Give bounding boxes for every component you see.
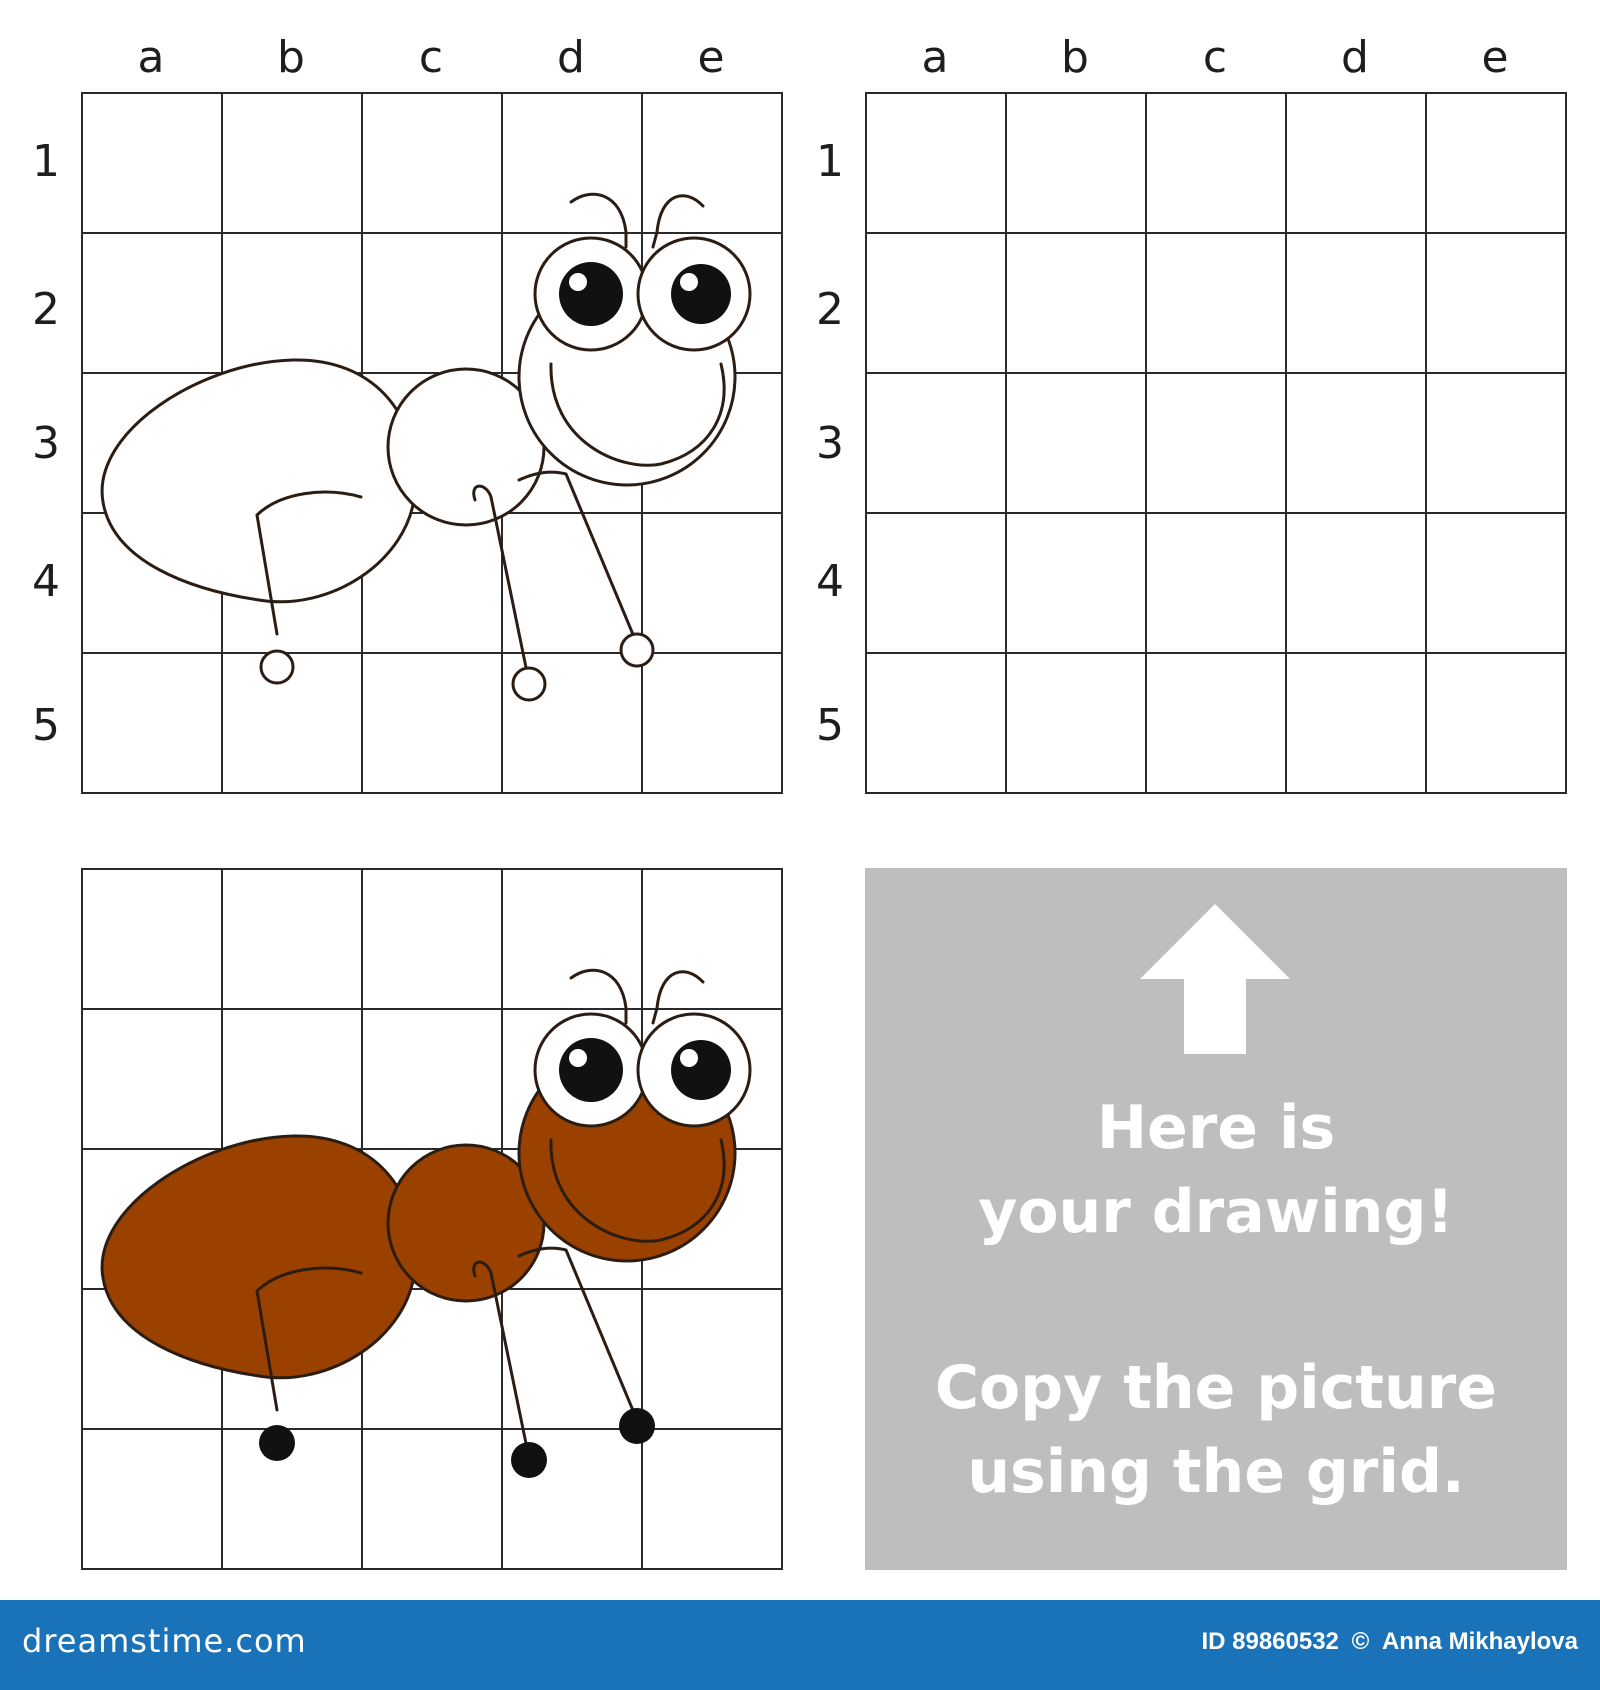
row-label-2-right: 2	[816, 284, 844, 335]
ant-pupil-right-colored	[671, 1040, 731, 1100]
col-label-e-left: e	[697, 32, 725, 83]
ant-abdomen-outline	[102, 360, 415, 602]
ant-eye-glint-right-colored	[680, 1049, 698, 1067]
ant-foot-middle-colored	[511, 1442, 547, 1478]
col-label-a-right: a	[921, 32, 949, 83]
author-name: Anna Mikhaylova	[1381, 1628, 1578, 1655]
instruction-line-1: Here is	[1096, 1093, 1336, 1163]
instruction-line-3: Copy the picture	[935, 1353, 1497, 1423]
ant-foot-front-outline	[621, 634, 653, 666]
ant-abdomen-colored	[102, 1136, 415, 1378]
footer-logo: dreamstime.com	[22, 1622, 307, 1660]
image-id: ID 89860532	[1201, 1628, 1339, 1655]
col-label-c-right: c	[1202, 32, 1228, 83]
ant-pupil-left-colored	[559, 1038, 623, 1102]
instruction-panel	[865, 868, 1567, 1570]
col-label-d-right: d	[1341, 32, 1369, 83]
row-label-1-right: 1	[816, 136, 844, 187]
row-label-5-right: 5	[816, 700, 844, 751]
ant-eye-glint-right-outline	[680, 273, 698, 291]
ant-outline-drawing	[81, 92, 783, 794]
instruction-line-2: your drawing!	[978, 1177, 1454, 1247]
drawing-grid-empty	[865, 92, 1567, 794]
row-label-5-left: 5	[32, 700, 60, 751]
ant-foot-front-colored	[619, 1408, 655, 1444]
ant-colored-drawing	[81, 868, 783, 1570]
row-label-3-left: 3	[32, 418, 60, 469]
copyright-symbol: ©	[1351, 1628, 1370, 1655]
row-label-4-left: 4	[32, 556, 60, 607]
ant-foot-middle-outline	[513, 668, 545, 700]
ant-leg-front-outline	[519, 472, 637, 644]
footer-credit	[1195, 1628, 1578, 1656]
ant-eye-glint-left-colored	[569, 1049, 587, 1067]
instruction-heading	[865, 1086, 1567, 1254]
ant-pupil-left-outline	[559, 262, 623, 326]
ant-foot-back-colored	[259, 1425, 295, 1461]
ant-foot-back-outline	[261, 651, 293, 683]
ant-pupil-right-outline	[671, 264, 731, 324]
col-label-a-left: a	[137, 32, 165, 83]
ant-leg-front-colored	[519, 1248, 637, 1420]
col-label-b-right: b	[1061, 32, 1089, 83]
instruction-line-4: using the grid.	[967, 1437, 1465, 1507]
col-label-e-right: e	[1481, 32, 1509, 83]
ant-eye-glint-left-outline	[569, 273, 587, 291]
footer-banner	[0, 1600, 1600, 1690]
row-label-1-left: 1	[32, 136, 60, 187]
col-label-d-left: d	[557, 32, 585, 83]
row-label-4-right: 4	[816, 556, 844, 607]
row-label-2-left: 2	[32, 284, 60, 335]
row-label-3-right: 3	[816, 418, 844, 469]
col-label-c-left: c	[418, 32, 444, 83]
instruction-body	[865, 1346, 1567, 1514]
col-label-b-left: b	[277, 32, 305, 83]
up-arrow-icon	[1140, 904, 1290, 1054]
